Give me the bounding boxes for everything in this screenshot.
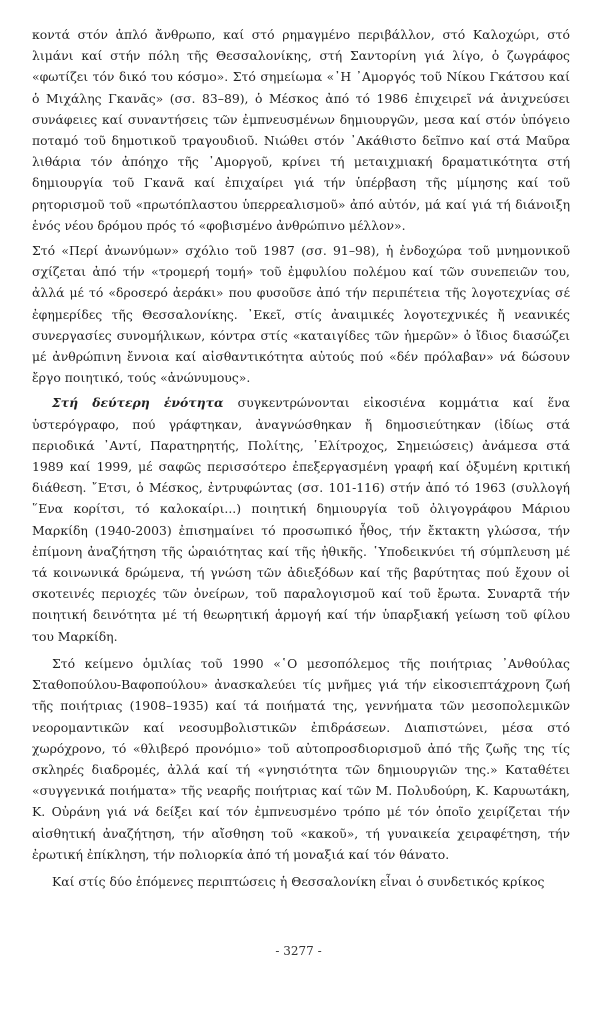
paragraph-3 — [32, 392, 570, 646]
paragraph-4-text: Στό κείμενο ὁμιλίας τοῦ 1990 «῾Ο μεσοπόλεμος τῆς ποιήτριας ᾿Ανθούλας Σταθοπούλου-Βαφοπούλου» ἀνασκαλεύει τίς μνῆμες γιά τήν εἰκοσιεπτάχρονη ζωή τῆς ποιήτριας (1908–1935) καί τά ποιήματά της, γεννήματα τῶν μεσοπολεμικῶν νεορομαντικῶν καί νεοσυμβολιστικῶν ἐπιδράσεων. Διαπιστώνει, μέσα στό χωρόχρονο, τό «θλιβερό προνόμιο» τοῦ αὐτοπροσδιορισμοῦ ἀπό τῆς ζωῆς της τίς σκληρές διαδρομές, ἀλλά καί τή «γνησιότητα τῶν δημιουργιῶν της.» Καταθέτει «συγγενικά ποιήματα» τῆς νεαρῆς ποιήτριας καί τῶν Μ. Πολυδούρη, Κ. Καρυωτάκη, Κ. Οὐράνη γιά νά δείξει καί τόν ἐμπνευσμένο τρόπο μέ τόν ὁποῖο χειρίζεται τήν αἰσθητική ἀναζήτηση, τήν αἴσθηση τοῦ «κακοῦ», τή γυναικεία χειραφέτηση, τήν ἐρωτική ἐπίκληση, τήν πολιορκία ἀπό τή μοναξιά καί τόν θάνατο. — [32, 655, 570, 862]
document-body — [32, 24, 570, 892]
paragraph-4 — [32, 653, 570, 865]
paragraph-1-text: κοντά στόν ἁπλό ἄνθρωπο, καί στό ρημαγμένο περιβάλλον, στό Καλοχώρι, στό λιμάνι καί στήν πόλη τῆς Θεσσαλονίκης, στή Σαντορίνη γιά λίγο, ὁ ζωγράφος «φωτίζει τόν δικό του κόσμο». Στό σημείωμα «᾿Η ᾿Αμοργός τοῦ Νίκου Γκάτσου καί ὁ Μιχάλης Γκανᾶς» (σσ. 83–89), ὁ Μέσκος ἀπό τό 1986 ἐπιχειρεῖ νά ἀνιχνεύσει συνάφειες καί συναντήσεις τῶν ἐμπνευσμένων δημιουργῶν, μεσα καί στόν ὑπόγειο ποταμό τοῦ δημοτικοῦ τραγουδιοῦ. Νιώθει στόν ᾿Ακάθιστο δεῖπνο καί στά Μαῦρα λιθάρια τόν ἀπόηχο τῆς ᾿Αμοργοῦ, κρίνει τή μεταιχμιακή δραματικότητα στή δημιουργία τοῦ Γκανᾶ καί ἐπιχαίρει γιά τήν ὑπέρβαση τῆς μίμησης καί τοῦ ρητορισμοῦ τοῦ «πρωτόπλαστου ὑπερρεαλισμοῦ» ἀπό αὐτόν, μά καί γιά τή διάνοιξη ἑνός νέου δρόμου πρός τό «φοβισμένο ἀνθρώπινο μέλλον». — [32, 27, 570, 233]
paragraph-3-text: συγκεντρώνονται εἰκοσιένα κομμάτια καί ἕνα ὑστερόγραφο, πού γράφτηκαν, ἀναγνώσθηκαν ἤ δημοσιεύτηκαν (ἰδίως στά περιοδικά ᾿Αντί, Παρατηρητής, Πολίτης, ῾Ελίτροχος, Σημειώσεις) ἀνάμεσα στά 1989 καί 1999, μέ σαφῶς περισσότερο ἐπεξεργασμένη γραφή καί ὀξυμένη κριτική διάθεση. ῎Ετσι, ὁ Μέσκος, ἐντρυφώντας (σσ. 101-116) στήν ἀπό τό 1963 (συλλογή ῞Ενα κορίτσι, τό καλοκαίρι...) ποιητική δημιουργία τοῦ ὀλιγογράφου Μάριου Μαρκίδη (1940-2003) ἐπισημαίνει τό προσωπικό ἦθος, τήν ἔκτακτη γλώσσα, τήν ἐπίμονη ἀναζήτηση τῆς ὡραιότητας καί τῆς ἠθικῆς. ῾Υποδεικνύει τή σύμπλευση μέ τά κοινωνικά δρώμενα, τή γνώση τῶν ἀδιεξόδων καί τῆς βαρύτητας πού ἔχουν οἱ σκοτεινές περιοχές τῶν ὀνείρων, τοῦ παραλογισμοῦ καί τοῦ ἔρωτα. Συναρτᾶ τήν ποιητική δεινότητα μέ τή θεωρητική ἁρμογή καί τήν ὑπαρξιακή γείωση τοῦ φίλου του Μαρκίδη. — [32, 395, 571, 644]
paragraph-2-text: Στό «Περί ἀνωνύμων» σχόλιο τοῦ 1987 (σσ. 91–98), ἡ ἐνδοχώρα τοῦ μνημονικοῦ σχίζεται ἀπό τήν «τρομερή τομή» τοῦ ἐμφυλίου πολέμου καί τῶν συνεπειῶν του, ἀλλά μέ τό «δροσερό ἀεράκι» που φυσοῦσε ἀπό τήν περιπέτεια τῆς λογοτεχνίας σέ ἐφημερίδες τῆς Θεσσαλονίκης. ᾿Εκεῖ, στίς ἀναιμικές λογοτεχνικές ἤ νεανικές συνεργασίες συνομήλικων, κόντρα στίς «καταιγίδες τῶν ἡμερῶν» ὁ ἴδιος διασώζει μέ ἀνθρώπινη ἔννοια καί αἰσθαντικότητα αὐτούς πού «δέν πρόλαβαν» νά δώσουν ἔργο ποιητικό, τούς «ἀνώνυμους». — [32, 243, 570, 386]
paragraph-5 — [32, 871, 570, 892]
section-lead-heading: Στή δεύτερη ἑνότητα — [52, 395, 238, 411]
paragraph-2 — [32, 240, 570, 388]
paragraph-1 — [32, 24, 570, 236]
paragraph-5-text: Καί στίς δύο ἑπόμενες περιπτώσεις ἡ Θεσσαλονίκη εἶναι ὁ συνδετικός κρίκος — [52, 873, 545, 889]
page-number: - 3277 - — [275, 944, 322, 958]
